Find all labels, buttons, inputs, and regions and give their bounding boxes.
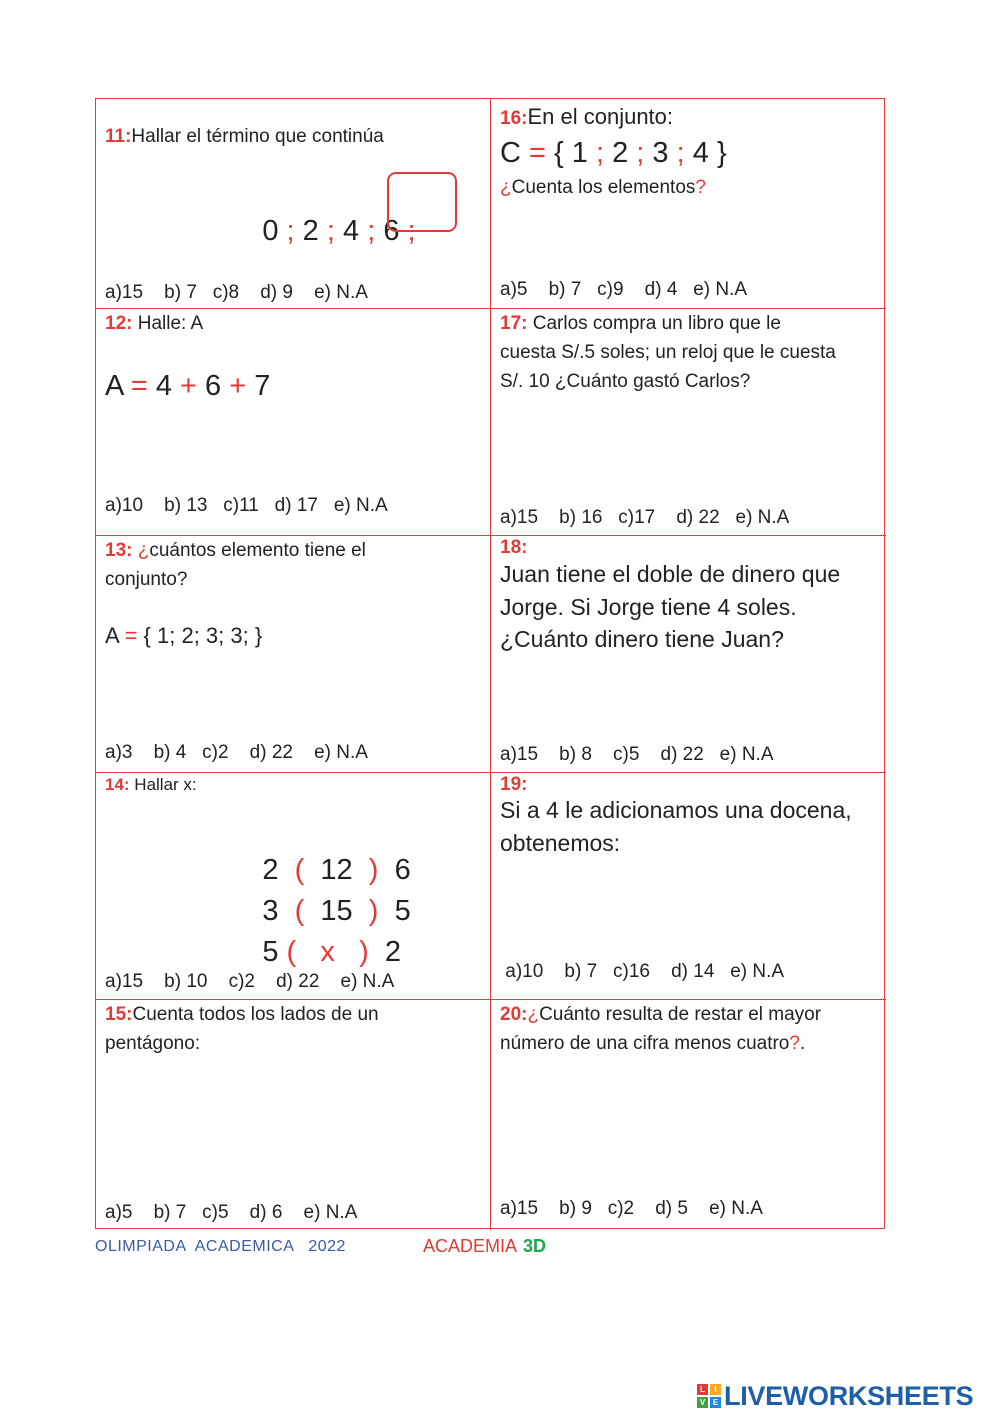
pattern-value: 6 [394,854,411,886]
question-text: cuántos elemento tiene el [149,540,366,561]
seq-separator: ; [367,215,376,247]
footer-academy-label [423,1236,546,1257]
seq-separator: ; [407,215,416,247]
question-13-prompt [105,536,366,565]
seq-separator: ; [326,215,335,247]
question-mark: ? [789,1033,800,1054]
answer-options: a)15 b) 16 c)17 d) 22 e) N.A [500,507,790,528]
question-11-cell [96,99,491,309]
pattern-value: 2 [262,854,279,886]
separator: ; [636,137,645,169]
addend: 7 [254,370,271,402]
paren: ( [286,936,297,968]
plus-sign: + [229,370,247,402]
answer-options: a)5 b) 7 c)5 d) 6 e) N.A [105,1202,358,1223]
logo-square: I [710,1384,721,1395]
pattern-value: 5 [262,936,279,968]
seq-term: 4 [343,215,360,247]
question-text-line: ¿Cuánto dinero tiene Juan? [500,626,784,652]
addend: 4 [155,370,172,402]
worksheet-grid [95,98,885,1229]
equals-sign: = [529,137,546,169]
question-20-cell [491,1000,886,1230]
question-text-line: Juan tiene el doble de dinero que [500,561,841,587]
question-text-line: Si a 4 le adicionamos una docena, [500,797,852,823]
academy-3d: 3D [523,1236,547,1256]
question-number: 18: [500,537,528,558]
question-16-subprompt [500,173,706,202]
answer-options: a)15 b) 7 c)8 d) 9 e) N.A [105,282,368,303]
pattern-value: 2 [384,936,401,968]
question-mark: ? [695,177,706,198]
question-17-cell [491,309,886,536]
question-number: 20: [500,1004,528,1025]
answer-options: a)15 b) 10 c)2 d) 22 e) N.A [105,971,395,992]
question-text-line: cuesta S/.5 soles; un reloj que le cuesta [500,342,836,363]
question-20-prompt [500,1000,821,1029]
logo-square: E [710,1397,721,1408]
question-text-line [500,1029,805,1058]
question-text-line: conjunto? [105,569,188,590]
brace: } [716,137,727,169]
set-elements: { 1; 2; 3; 3; } [137,623,263,648]
question-mark: ¿ [500,177,512,198]
set-element: 2 [612,137,629,169]
answer-options: a)5 b) 7 c)9 d) 4 e) N.A [500,279,748,300]
brace: { [554,137,564,169]
question-15-prompt [105,1000,379,1029]
question-number: 16: [500,108,528,129]
question-12-cell [96,309,491,536]
seq-term: 2 [302,215,319,247]
set-name: C [500,137,521,169]
variable: A [105,370,123,402]
pattern-value: 12 [320,854,353,886]
period: . [799,1033,806,1054]
question-text: Hallar el término que continúa [131,126,384,147]
question-text-line: Jorge. Si Jorge tiene 4 soles. [500,594,797,620]
question-text-line: S/. 10 ¿Cuánto gastó Carlos? [500,371,751,392]
academy-name: ACADEMIA [423,1236,518,1256]
separator: ; [595,137,605,169]
seq-term: 0 [262,215,279,247]
seq-separator: ; [286,215,295,247]
question-text: Halle: A [132,313,204,334]
equals-sign: = [124,623,138,648]
question-16-prompt [500,102,673,133]
answer-options: a)10 b) 7 c)16 d) 14 e) N.A [500,961,785,982]
separator: ; [676,137,685,169]
answer-options: a)15 b) 8 c)5 d) 22 e) N.A [500,744,774,765]
equals-sign: = [130,370,148,402]
question-19-cell [491,773,886,1000]
pattern-value: 15 [320,895,353,927]
paren: ( [294,895,305,927]
unknown-x: x [320,936,335,968]
question-text: número de una cifra menos cuatro [500,1033,790,1054]
pattern-value: 5 [394,895,411,927]
question-text: En el conjunto: [527,104,674,129]
paren: ( [294,854,305,886]
sum-expression [105,370,270,403]
question-number: 11: [105,126,132,147]
question-11-prompt [105,122,384,151]
question-text-line: pentágono: [105,1033,201,1054]
logo-squares-icon [697,1384,721,1408]
logo-text: LIVEWORKSHEETS [724,1380,974,1411]
set-element: 1 [571,137,588,169]
question-14-cell [96,773,491,1000]
question-text: Cuenta todos los lados de un [132,1004,379,1025]
question-number: 12: [105,313,133,334]
answer-options: a)3 b) 4 c)2 d) 22 e) N.A [105,742,368,763]
addend: 6 [205,370,222,402]
liveworksheets-logo[interactable] [697,1378,973,1414]
logo-square: L [697,1384,708,1395]
question-12-prompt [105,309,203,338]
question-text-line: obtenemos: [500,830,621,856]
question-text: Hallar x: [129,775,197,794]
question-text: Carlos compra un libro que le [527,313,781,334]
question-16-cell [491,99,886,309]
footer-olympiad-label: OLIMPIADA ACADEMICA 2022 [95,1238,346,1255]
pattern-value: 3 [262,895,279,927]
question-13-cell [96,536,491,773]
question-text: Cuenta los elementos [511,177,696,198]
question-number: 15: [105,1004,133,1025]
question-text: Cuánto resulta de restar el mayor [539,1004,822,1025]
question-18-cell [491,536,886,773]
set-expression [105,619,262,652]
question-number: 14: [105,775,130,794]
set-name: A [105,623,125,648]
answer-options: a)15 b) 9 c)2 d) 5 e) N.A [500,1198,763,1219]
question-15-cell [96,1000,491,1230]
answer-options: a)10 b) 13 c)11 d) 17 e) N.A [105,495,388,516]
question-14-prompt [105,770,197,799]
seq-term: 6 [383,215,400,247]
number-sequence [214,182,416,281]
answer-box[interactable] [387,172,457,232]
set-expression [500,137,727,170]
paren: ) [368,895,379,927]
logo-square: V [697,1397,708,1408]
question-mark: ¿ [527,1004,540,1025]
paren: ) [359,936,369,968]
question-number: 17: [500,313,528,334]
plus-sign: + [180,370,197,402]
set-element: 4 [692,137,709,169]
set-element: 3 [652,137,669,169]
paren: ) [368,854,379,886]
question-mark: ¿ [132,540,150,561]
question-number: 19: [500,774,528,795]
question-number: 13: [105,540,133,561]
question-17-prompt [500,309,781,338]
